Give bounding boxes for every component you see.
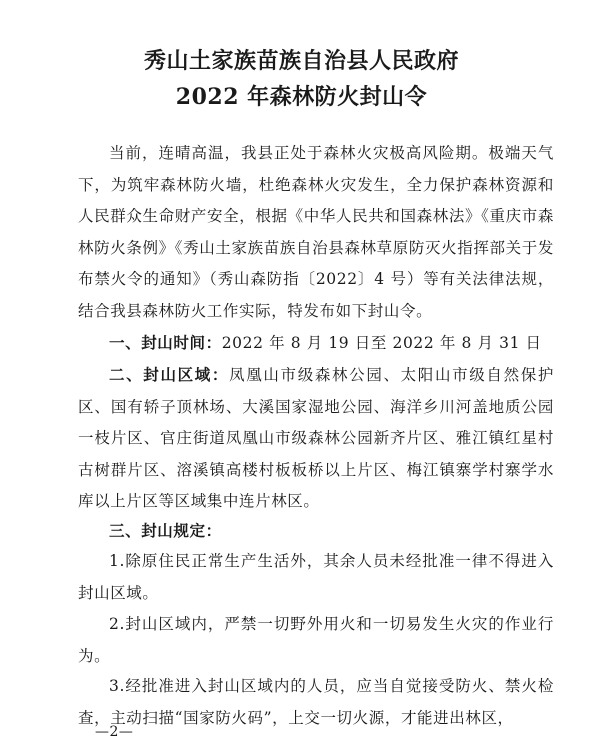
intro-paragraph: 当前，连晴高温，我县正处于森林火灾极高风险期。极端天气下，为筑牢森林防火墙，杜绝森林火灾发生，全力保护森林资源和人民群众生命财产安全，根据《中华人民共和国森林法》《重庆市森林防火条例》《秀山土家族苗族自治县森林草原防灭火指挥部关于发布禁火令的通知》（秀山森防指〔2022〕4 号）等有关法律法规，结合我县森林防火工作实际，特发布如下封山令。 xyxy=(78,144,554,320)
section-closing-time xyxy=(78,327,554,360)
section-text: 凤凰山市级森林公园、太阳山市级自然保护区、国有轿子顶林场、大溪国家湿地公园、海洋乡川河盖地质公园一枝片区、官庄街道凤凰山市级森林公园新齐片区、雅江镇红星村古树群片区、溶溪镇高楼村板板桥以上片区、梅江镇寨学村寨学水库以上片区等区域集中连片林区。 xyxy=(78,366,554,510)
document-title-line2: 2022 年森林防火封山令 xyxy=(175,84,428,110)
section-heading: 二、封山区域： xyxy=(109,365,230,384)
section-regulations-heading xyxy=(78,515,554,548)
page-number: —2— xyxy=(95,724,134,740)
regulation-item: 1.除原住民正常生产生活外，其余人员未经批准一律不得进入封山区域。 xyxy=(78,552,554,602)
section-heading: 三、封山规定： xyxy=(109,521,222,540)
section-heading: 一、封山时间： xyxy=(109,333,222,352)
regulation-item: 2.封山区域内，严禁一切野外用火和一切易发生火灾的作业行为。 xyxy=(78,615,554,665)
section-closing-area xyxy=(78,359,554,518)
section-text: 2022 年 8 月 19 日至 2022 年 8 月 31 日 xyxy=(221,334,542,352)
document-title-line1: 秀山土家族苗族自治县人民政府 xyxy=(143,48,459,74)
regulation-item: 3.经批准进入封山区域内的人员，应当自觉接受防火、禁火检查，主动扫描“国家防火码”，上交一切火源，才能进出林区， xyxy=(78,677,554,727)
